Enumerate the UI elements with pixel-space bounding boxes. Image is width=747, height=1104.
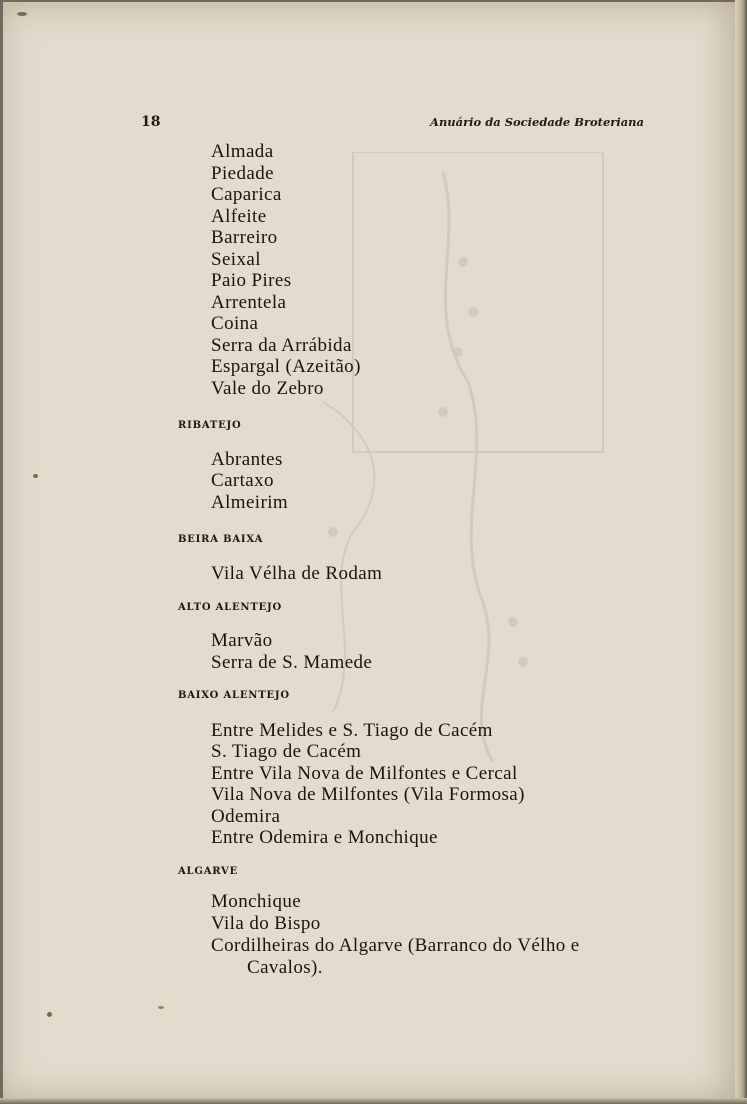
paper-speck (158, 1006, 164, 1009)
section-heading-beira-baixa: BEIRA BAIXA (178, 534, 264, 545)
page-header (141, 114, 644, 134)
page-number: 18 (141, 114, 161, 130)
locality-item-line: Cordilheiras do Algarve (Barranco do Vélho e (211, 935, 580, 956)
section-heading-algarve: ALGARVE (178, 866, 239, 877)
locality-item: Espargal (Azeitão) (211, 356, 361, 377)
locality-item: Marvão (211, 630, 273, 651)
locality-item: Arrentela (211, 292, 287, 313)
locality-item: Entre Odemira e Monchique (211, 827, 438, 848)
locality-item: Caparica (211, 184, 282, 205)
locality-item: Cartaxo (211, 470, 274, 491)
locality-item: Piedade (211, 163, 274, 184)
locality-item: Vale do Zebro (211, 378, 324, 399)
page-edge-bottom (0, 1098, 747, 1104)
section-heading-alto-alentejo: ALTO ALENTEJO (178, 602, 283, 613)
locality-item: Paio Pires (211, 270, 292, 291)
document-page (3, 2, 737, 1100)
section-heading-baixo-alentejo: BAIXO ALENTEJO (178, 690, 290, 701)
page-edge-right (735, 0, 747, 1104)
locality-item: Almeirim (211, 492, 289, 513)
locality-item: Alfeite (211, 206, 267, 227)
locality-item: Serra da Arrábida (211, 335, 352, 356)
locality-item: Entre Melides e S. Tiago de Cacém (211, 720, 493, 741)
locality-item-continuation: Cavalos). (247, 957, 323, 978)
paper-speck (47, 1012, 52, 1017)
locality-item: Odemira (211, 806, 281, 827)
locality-item: Seixal (211, 249, 261, 270)
locality-item: Abrantes (211, 449, 283, 470)
locality-item: Vila Nova de Milfontes (Vila Formosa) (211, 784, 525, 805)
paper-speck (17, 12, 27, 16)
locality-item: Entre Vila Nova de Milfontes e Cercal (211, 763, 518, 784)
locality-item: Coina (211, 313, 259, 334)
section-heading-ribatejo: RIBATEJO (178, 420, 242, 431)
locality-item: S. Tiago de Cacém (211, 741, 362, 762)
locality-item: Vila do Bispo (211, 913, 321, 934)
locality-item: Monchique (211, 891, 302, 912)
locality-item: Vila Vélha de Rodam (211, 563, 383, 584)
locality-item-wrapped (211, 935, 641, 979)
paper-speck (33, 474, 38, 478)
locality-item: Almada (211, 141, 274, 162)
locality-item: Barreiro (211, 227, 278, 248)
show-through-map (293, 152, 613, 772)
running-title: Anuário da Sociedade Broteriana (430, 115, 644, 129)
locality-item: Serra de S. Mamede (211, 652, 373, 673)
